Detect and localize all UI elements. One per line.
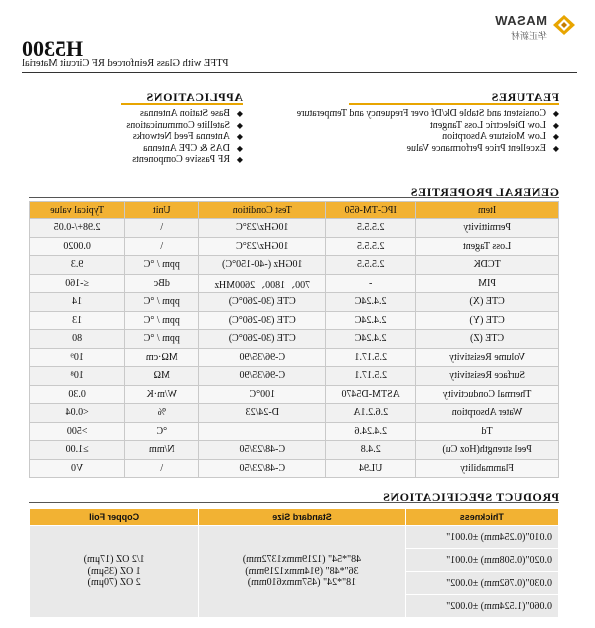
unit-cell: °C: [125, 422, 199, 441]
thickness-cell: 0.030"(0.762mm) ±0.002": [405, 572, 558, 595]
ipc-cell: UL94: [326, 459, 416, 478]
typical-value-cell: >500: [30, 422, 125, 441]
general-properties-divider: [29, 197, 559, 198]
product-subtitle: PTFE with Glass Reinforced RF Circuit Material: [22, 58, 229, 69]
item-cell: Volume Resistivity: [416, 348, 559, 367]
test-condition-cell: 10GHz/23°C: [199, 219, 326, 238]
item-cell: TCDK: [416, 256, 559, 275]
typical-value-cell: ≤-160: [30, 274, 125, 293]
test-condition-cell: D-24/23: [199, 404, 326, 423]
product-specifications-table: [29, 508, 559, 618]
test-condition-cell: 10GHz (-40-150°C): [199, 256, 326, 275]
table-row: [30, 348, 559, 367]
test-condition-cell: 100°C: [199, 385, 326, 404]
unit-cell: MΩ·cm: [125, 348, 199, 367]
size-line: 36"*48" (914mmx1219mm): [245, 565, 359, 577]
table-row: [30, 404, 559, 423]
application-item: ◆ Antenna Feed Networks: [126, 131, 243, 143]
table-row: [30, 274, 559, 293]
table-row: [30, 237, 559, 256]
unit-cell: ppm / °C: [125, 330, 199, 349]
size-line: 48"*54" (1219mmx1372mm): [242, 554, 362, 566]
features-title: FEATURES: [491, 90, 559, 104]
typical-value-cell: <0.04: [30, 404, 125, 423]
copper-line: 2 OZ (70μm): [87, 577, 141, 589]
item-cell: PIM: [416, 274, 559, 293]
product-specifications-divider: [29, 502, 559, 503]
column-header-thickness: Thickness: [405, 509, 558, 526]
copper-foil-cell: [30, 526, 199, 618]
table-row: [30, 422, 559, 441]
copper-line: 1/2 OZ (17μm): [83, 554, 145, 566]
ipc-cell: 2.4.24.6: [326, 422, 416, 441]
general-properties-body: [30, 219, 559, 478]
product-title: H5300: [22, 36, 84, 61]
table-row: [30, 441, 559, 460]
thickness-cell: 0.060"(1.524mm) ±0.002": [405, 595, 558, 618]
test-condition-cell: 700、1800、2600MHz: [199, 274, 326, 293]
unit-cell: \: [125, 459, 199, 478]
unit-cell: \: [125, 237, 199, 256]
item-cell: CTE (Y): [416, 311, 559, 330]
header-divider: [22, 72, 577, 73]
table-row: [30, 526, 559, 549]
thickness-cell: 0.020"(0.508mm) ±0.001": [405, 549, 558, 572]
ipc-cell: 2.5.5.5: [326, 219, 416, 238]
typical-value-cell: 0.0020: [30, 237, 125, 256]
diamond-chevron-logo-icon: [551, 13, 577, 37]
table-row: [30, 330, 559, 349]
test-condition-cell: CTE (30-260°C): [199, 330, 326, 349]
column-header-standard-size: Standard Size: [199, 509, 405, 526]
ipc-cell: -: [326, 274, 416, 293]
test-condition-cell: CTE (30-260°C): [199, 293, 326, 312]
table-row: [30, 367, 559, 386]
unit-cell: N/mm: [125, 441, 199, 460]
ipc-cell: 2.4.24C: [326, 311, 416, 330]
item-cell: CTE (Z): [416, 330, 559, 349]
general-properties-table: [29, 201, 559, 478]
table-row: [30, 256, 559, 275]
unit-cell: W/m·K: [125, 385, 199, 404]
typical-value-cell: ≥1.00: [30, 441, 125, 460]
column-header-ipc: IPC-TM-650: [326, 202, 416, 219]
typical-value-cell: 10⁹: [30, 348, 125, 367]
ipc-cell: 2.4.8: [326, 441, 416, 460]
applications-list: [126, 108, 243, 166]
test-condition-cell: 10GHz/23°C: [199, 237, 326, 256]
ipc-cell: 2.4.24C: [326, 293, 416, 312]
unit-cell: ppm / °C: [125, 311, 199, 330]
application-item: ◆ Base Station Antennas: [126, 108, 243, 120]
ipc-cell: ASTM-D5470: [326, 385, 416, 404]
column-header-unit: Unit: [125, 202, 199, 219]
unit-cell: %: [125, 404, 199, 423]
item-cell: Water Absorption: [416, 404, 559, 423]
features-list: [297, 108, 559, 154]
copper-line: 1 OZ (35μm): [87, 565, 141, 577]
unit-cell: \: [125, 219, 199, 238]
typical-value-cell: 13: [30, 311, 125, 330]
applications-title: APPLICATIONS: [146, 90, 243, 104]
item-cell: Peel strength(Hoz Cu): [416, 441, 559, 460]
table-row: [30, 311, 559, 330]
ipc-cell: 2.4.24C: [326, 330, 416, 349]
table-header-row: [30, 202, 559, 219]
test-condition-cell: C-48/23/50: [199, 459, 326, 478]
item-cell: Td: [416, 422, 559, 441]
item-cell: Surface Resistivity: [416, 367, 559, 386]
typical-value-cell: 10⁸: [30, 367, 125, 386]
table-row: [30, 219, 559, 238]
general-properties-title: GENERAL PROPERTIES: [410, 185, 559, 199]
table-row: [30, 385, 559, 404]
thickness-cell: 0.010"(0.254mm) ±0.001": [405, 526, 558, 549]
feature-item: ◆ Low Moisture Absorption: [297, 131, 559, 143]
standard-size-cell: [199, 526, 405, 618]
unit-cell: ppm / °C: [125, 293, 199, 312]
typical-value-cell: 2.98+/-0.05: [30, 219, 125, 238]
typical-value-cell: 14: [30, 293, 125, 312]
item-cell: CTE (X): [416, 293, 559, 312]
application-item: ◆ DAS & CPE Antenna: [126, 143, 243, 155]
item-cell: Permittivity: [416, 219, 559, 238]
unit-cell: MΩ: [125, 367, 199, 386]
company-logo: [482, 10, 577, 42]
test-condition-cell: C-96/35/90: [199, 367, 326, 386]
feature-item: ◆ Excellent Price Performance Value: [297, 143, 559, 155]
item-cell: Loss Tagent: [416, 237, 559, 256]
typical-value-cell: 9.3: [30, 256, 125, 275]
typical-value-cell: V0: [30, 459, 125, 478]
typical-value-cell: 80: [30, 330, 125, 349]
test-condition-cell: C-96/35/90: [199, 348, 326, 367]
feature-item: ◆ Low Dielectric Loss Tangent: [297, 120, 559, 132]
unit-cell: ppm / °C: [125, 256, 199, 275]
test-condition-cell: CTE (30-260°C): [199, 311, 326, 330]
ipc-cell: 2.5.17.1: [326, 348, 416, 367]
ipc-cell: 2.5.5.5: [326, 256, 416, 275]
feature-item: ◆ Consistent and Stable Dk/Df over Frequency and Temperature: [297, 108, 559, 120]
ipc-cell: 2.6.2.1A: [326, 404, 416, 423]
application-item: ◆ RF Passive Components: [126, 154, 243, 166]
brand-name: MASAW: [494, 13, 547, 28]
item-cell: Flammability: [416, 459, 559, 478]
product-specifications-title: PRODUCT SPECIFICATIONS: [382, 490, 559, 504]
size-line: 18"*24" (457mmx610mm): [247, 577, 357, 589]
column-header-typical-value: Typical value: [30, 202, 125, 219]
typical-value-cell: 0.30: [30, 385, 125, 404]
test-condition-cell: [199, 422, 326, 441]
test-condition-cell: C-48/23/50: [199, 441, 326, 460]
item-cell: Thermal Conductivity: [416, 385, 559, 404]
brand-subtitle: 华正新材: [510, 31, 547, 41]
table-row: [30, 459, 559, 478]
column-header-item: Item: [416, 202, 559, 219]
ipc-cell: 2.5.5.5: [326, 237, 416, 256]
applications-underline: [121, 103, 243, 105]
column-header-copper-foil: Copper Foil: [30, 509, 199, 526]
ipc-cell: 2.5.17.1: [326, 367, 416, 386]
table-row: [30, 293, 559, 312]
features-underline: [349, 103, 559, 105]
unit-cell: dBc: [125, 274, 199, 293]
table-header-row: [30, 509, 559, 526]
column-header-test-condition: Test Condition: [199, 202, 326, 219]
application-item: ◆ Satellite Communications: [126, 120, 243, 132]
